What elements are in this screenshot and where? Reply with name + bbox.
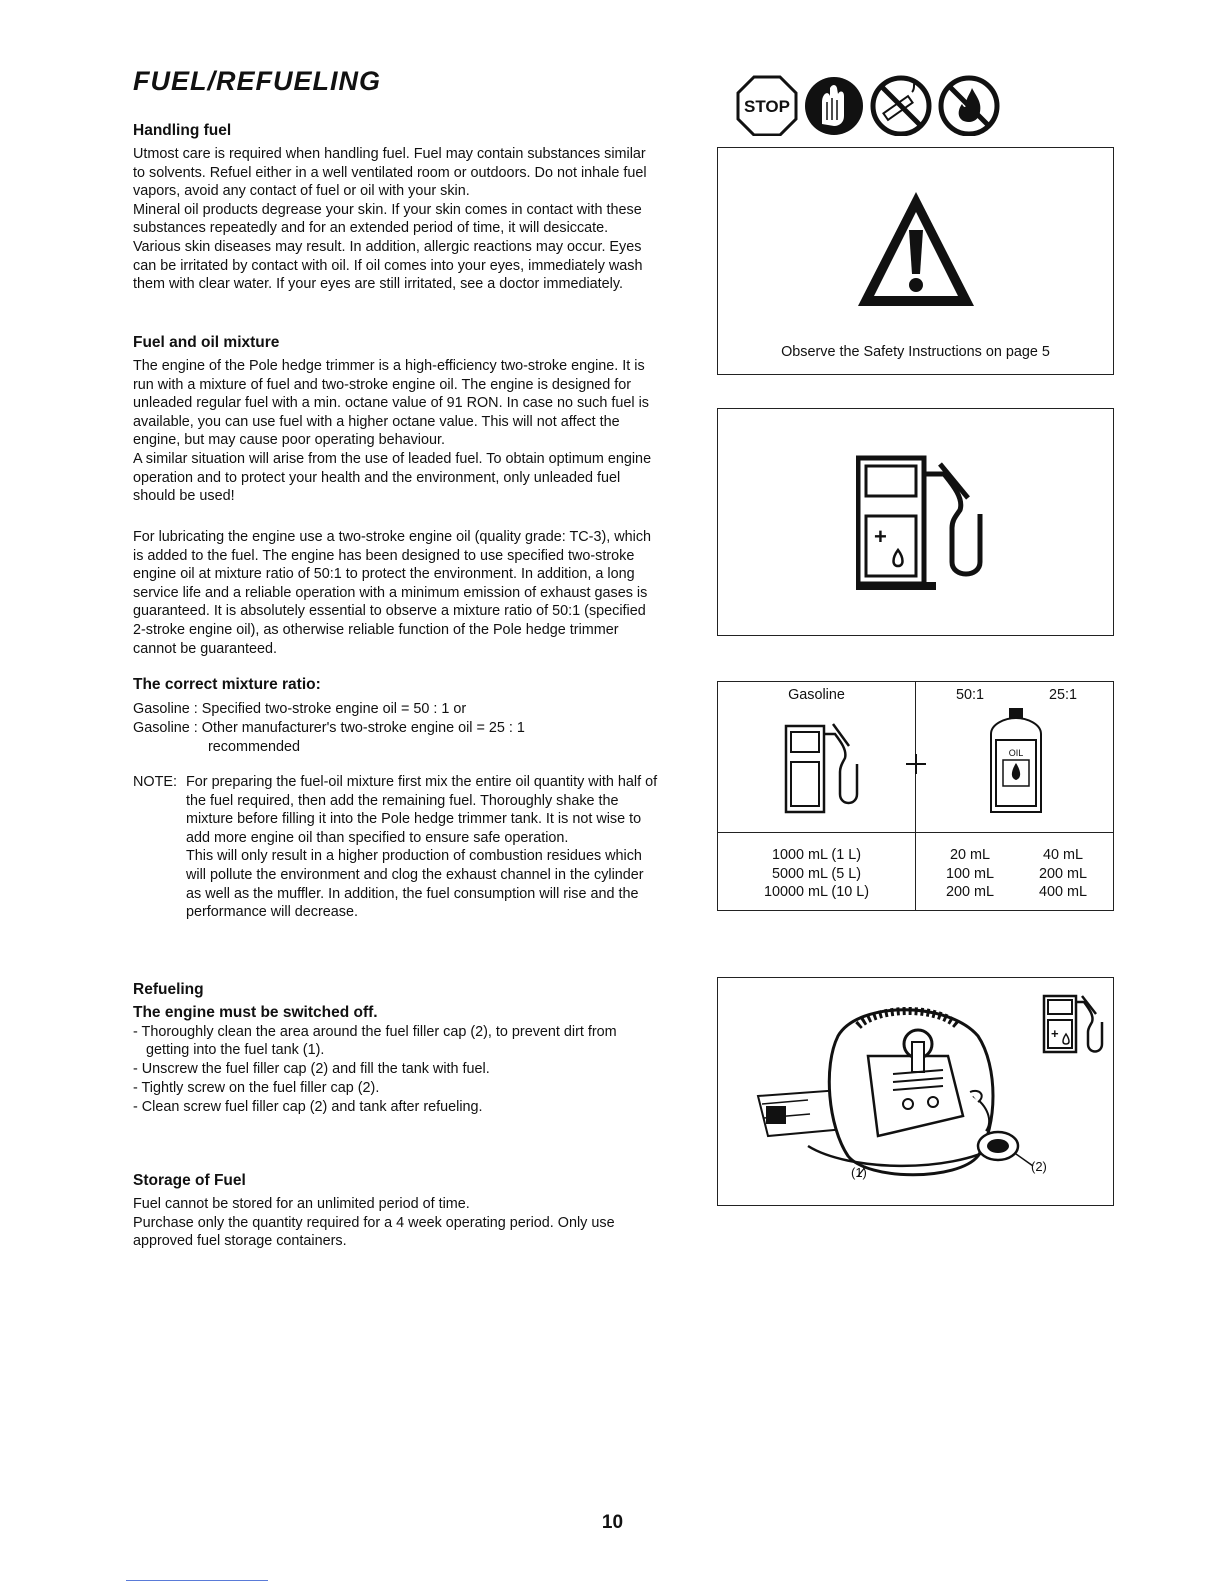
table-divider-vertical	[915, 682, 916, 910]
no-flame-icon	[941, 78, 997, 134]
engine-illustration	[748, 996, 1038, 1186]
table-header-ratio-25: 25:1	[1048, 687, 1077, 703]
note-label: NOTE:	[133, 774, 177, 790]
footer-line	[126, 1580, 268, 1581]
gasoline-pump-icon	[783, 718, 863, 818]
table-header-gasoline: Gasoline	[788, 687, 845, 703]
label-fuel-filler-cap: (2)	[1031, 1159, 1047, 1174]
fuel-oil-mixture-heading: Fuel and oil mixture	[133, 334, 280, 351]
oil-bottle-label: OIL	[1008, 748, 1024, 758]
fuel-pump-box	[717, 408, 1114, 636]
safety-icon-row	[736, 74, 1026, 136]
warning-triangle-icon	[854, 188, 978, 312]
fuel-pump-icon	[856, 454, 996, 594]
no-smoking-icon	[873, 78, 929, 134]
label-fuel-tank: (1)	[851, 1165, 867, 1180]
mixture-table	[717, 681, 1114, 911]
table-oil-25-values: 40 mL 200 mL 400 mL	[1039, 847, 1087, 900]
small-fuel-pump-icon	[1040, 992, 1106, 1056]
gloves-icon	[805, 77, 863, 135]
fuel-oil-mixture-body2: For lubricating the engine use a two-stroke engine oil (quality grade: TC-3), which is added to the fuel. The engine has been designed to use specified two-stroke engine oil at mixture ratio of 50:1 to protect the environment. In addition, a long service life and a reliable operation with a minimum emission of exhaust gases is guaranteed. It is absolutely essential to observe a mixture ratio of 50:1 (specified 2-stroke engine oil), as otherwise reliable function of the Pole hedge trimmer cannot be guaranteed.	[133, 529, 652, 657]
plus-icon	[904, 752, 928, 776]
safety-warning-box	[717, 147, 1114, 375]
safety-caption: Observe the Safety Instructions on page 5	[781, 344, 1050, 360]
handling-fuel-body: Utmost care is required when handling fuel. Fuel may contain substances similar to solvents. Refuel either in a well ventilated room or outdoors. Do not inhale fuel vapors, avoid any contact of fuel or oil with your skin. Mineral oil products degrease your skin. If your skin comes in contact with these substances repeatedly and for an extended period of time, it will desiccate. Various skin diseases may result. In addition, allergic reactions may occur. Eyes can be irritated by contact with oil. If oil comes into your eyes, immediately wash them with clear water. If your eyes are still irritated, see a doctor immediately.	[133, 146, 647, 293]
table-header-ratio-50: 50:1	[955, 687, 984, 703]
svg-text:+: +	[874, 524, 887, 549]
stop-sign-icon	[738, 77, 796, 135]
refueling-step-3: - Tightly screw on the fuel filler cap (2).	[133, 1080, 380, 1096]
table-oil-50-values: 20 mL 100 mL 200 mL	[946, 847, 994, 900]
storage-heading: Storage of Fuel	[133, 1172, 246, 1189]
page-number: 10	[601, 1512, 624, 1533]
note-text: For preparing the fuel-oil mixture first mix the entire oil quantity with half of the fuel required, then add the remaining fuel. Thoroughly shake the mixture before filling it into the Pole hedge trimmer tank. It is not wise to add more engine oil than specified to ensure safe operation. This will only result in a higher production of combustion residues which will pollute the environment and clog the exhaust channel in the cylinder as well as the muffler. In addition, the fuel consumption will rise and the performance will decrease.	[186, 774, 658, 921]
handling-fuel-heading: Handling fuel	[133, 122, 232, 139]
ratio-line-2: Gasoline : Other manufacturer's two-stroke engine oil = 25 : 1	[133, 720, 525, 736]
table-gasoline-values: 1000 mL (1 L) 5000 mL (5 L) 10000 mL (10 L)	[763, 847, 870, 900]
fuel-oil-mixture-body1: The engine of the Pole hedge trimmer is a high-efficiency two-stroke engine. It is run with a mixture of fuel and two-stroke engine oil. The engine is designed for unleaded regular fuel with a min. octane value of 91 RON. In case no such fuel is available, you can use fuel with a higher octane value. This will not affect the engine, but may cause poor operating behaviour. A similar situation will arise from the use of leaded fuel. To obtain optimum engine operation and to protect your health and the environment, only unleaded fuel should be used!	[133, 358, 652, 505]
oil-bottle-icon	[981, 706, 1051, 818]
svg-text:+: +	[1051, 1026, 1059, 1041]
table-divider-horizontal	[718, 832, 1113, 833]
refueling-step-1b: getting into the fuel tank (1).	[146, 1042, 325, 1058]
storage-body: Fuel cannot be stored for an unlimited period of time. Purchase only the quantity required for a 4 week operating period. Only use approved fuel storage containers.	[133, 1196, 615, 1250]
refueling-step-1: - Thoroughly clean the area around the fuel filler cap (2), to prevent dirt from	[133, 1024, 617, 1040]
ratio-line-3: recommended	[208, 739, 300, 755]
correct-ratio-heading: The correct mixture ratio:	[133, 676, 321, 693]
page-title: FUEL/REFUELING	[133, 66, 381, 96]
refueling-step-2: - Unscrew the fuel filler cap (2) and fill the tank with fuel.	[133, 1061, 490, 1077]
refueling-heading: Refueling	[133, 981, 204, 998]
engine-refuel-diagram	[717, 977, 1114, 1206]
stop-sign-label: STOP	[744, 97, 790, 116]
refueling-step-4: - Clean screw fuel filler cap (2) and tank after refueling.	[133, 1099, 483, 1115]
ratio-line-1: Gasoline : Specified two-stroke engine oil = 50 : 1 or	[133, 701, 467, 717]
refueling-subheading: The engine must be switched off.	[133, 1004, 378, 1021]
